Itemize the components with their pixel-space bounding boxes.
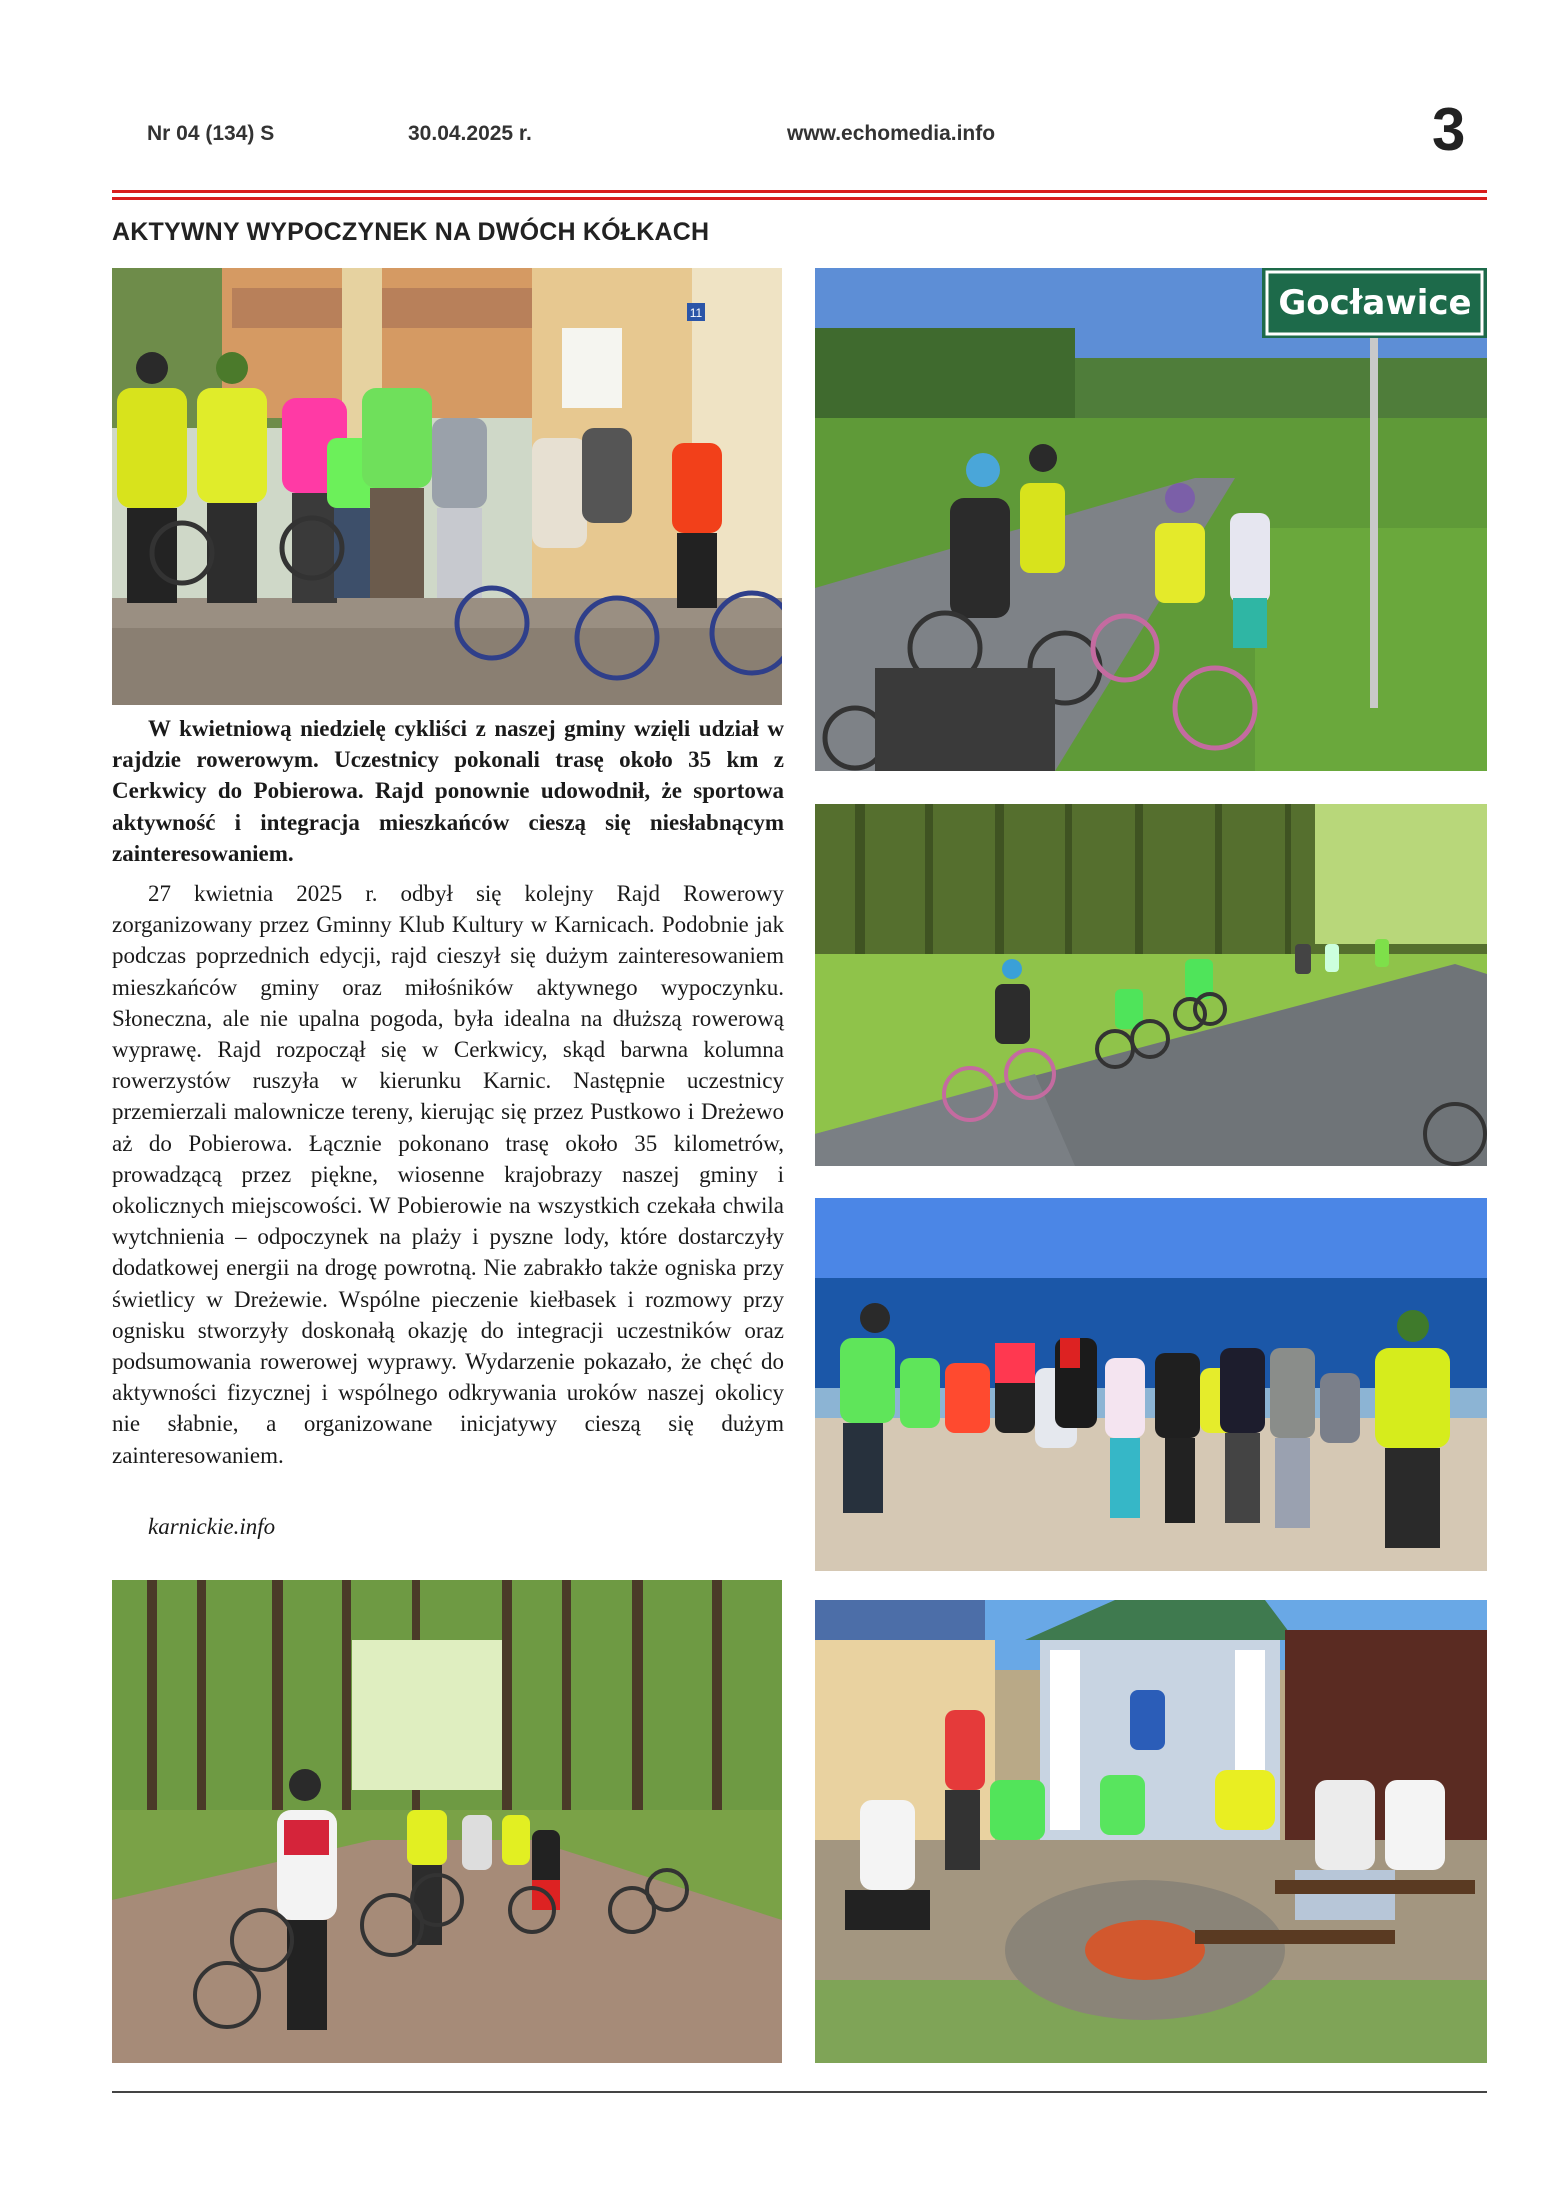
issue-date: 30.04.2025 r. [408, 122, 532, 145]
website-link[interactable]: www.echomedia.info [787, 122, 996, 145]
photo-beach-group [815, 1198, 1487, 1571]
page-number: 3 [1432, 96, 1466, 163]
article-body [112, 878, 784, 1471]
article-headline: AKTYWNY WYPOCZYNEK NA DWÓCH KÓŁKACH [112, 218, 710, 246]
article-body-text: 27 kwietnia 2025 r. odbył się kolejny Rajd Rowerowy zorganizowany przez Gminny Klub Kultury w Karnicach. Podobnie jak podczas poprzednich edycji, rajd cieszył się dużym zainteresowaniem mieszkańców gminy oraz miłośników aktywnego wypoczynku. Słoneczna, ale nie upalna pogoda, była idealna na dłuższą rowerową wyprawę. Rajd rozpoczął się w Cerkwicy, skąd barwna kolumna rowerzystów ruszyła w kierunku Karnic. Następnie uczestnicy przemierzali malownicze tereny, kierując się przez Pustkowo i Dreżewo aż do Pobierowa. Łącznie pokonano trasę około 35 kilometrów, prowadzącą przez piękne, wiosenne krajobrazy naszej gminy i okolicznych miejscowości. W Pobierowie na wszystkich czekała chwila wytchnienia – odpoczynek na plaży i pyszne lody, które dostarczyły dodatkowej energii na drogę powrotną. Nie zabrakło także ogniska przy świetlicy w Dreżewie. Wspólne pieczenie kiełbasek i rozmowy przy ognisku stworzyły doskonałą okazję do integracji uczestników oraz podsumowania rowerowej wyprawy. Wydarzenie pokazało, że chęć do aktywności fizycznej i wspólnego odkrywania uroków naszej okolicy nie słabnie, a organizowane inicjatywy cieszą się dużym zainteresowaniem. [112, 881, 784, 1468]
photo-forest-road [815, 804, 1487, 1166]
photo-goclawice-sign [815, 268, 1487, 771]
photo-group-at-station [112, 268, 782, 705]
article-source: karnickie.info [148, 1514, 276, 1539]
header-rule-bottom [112, 197, 1487, 200]
article-lead [112, 713, 784, 869]
article-lead-text: W kwietniową niedzielę cykliści z naszej gminy wzięli udział w rajdzie rowerowym. Uczestnicy pokonali trasę około 35 km z Cerkwicy do Pobierowa. Rajd ponownie udowodnił, że sportowa aktywność i integracja mieszkańców cieszą się niesłabnącym zainteresowaniem. [112, 716, 784, 866]
photo-forest-cyclists [112, 1580, 782, 2063]
photo-bonfire-gathering [815, 1600, 1487, 2063]
station-sign-number: 11 [689, 306, 703, 320]
footer-rule [112, 2091, 1487, 2093]
goclawice-sign-text: Gocławice [1278, 283, 1472, 323]
issue-number: Nr 04 (134) S [147, 122, 275, 145]
header-rule-top [112, 190, 1487, 193]
